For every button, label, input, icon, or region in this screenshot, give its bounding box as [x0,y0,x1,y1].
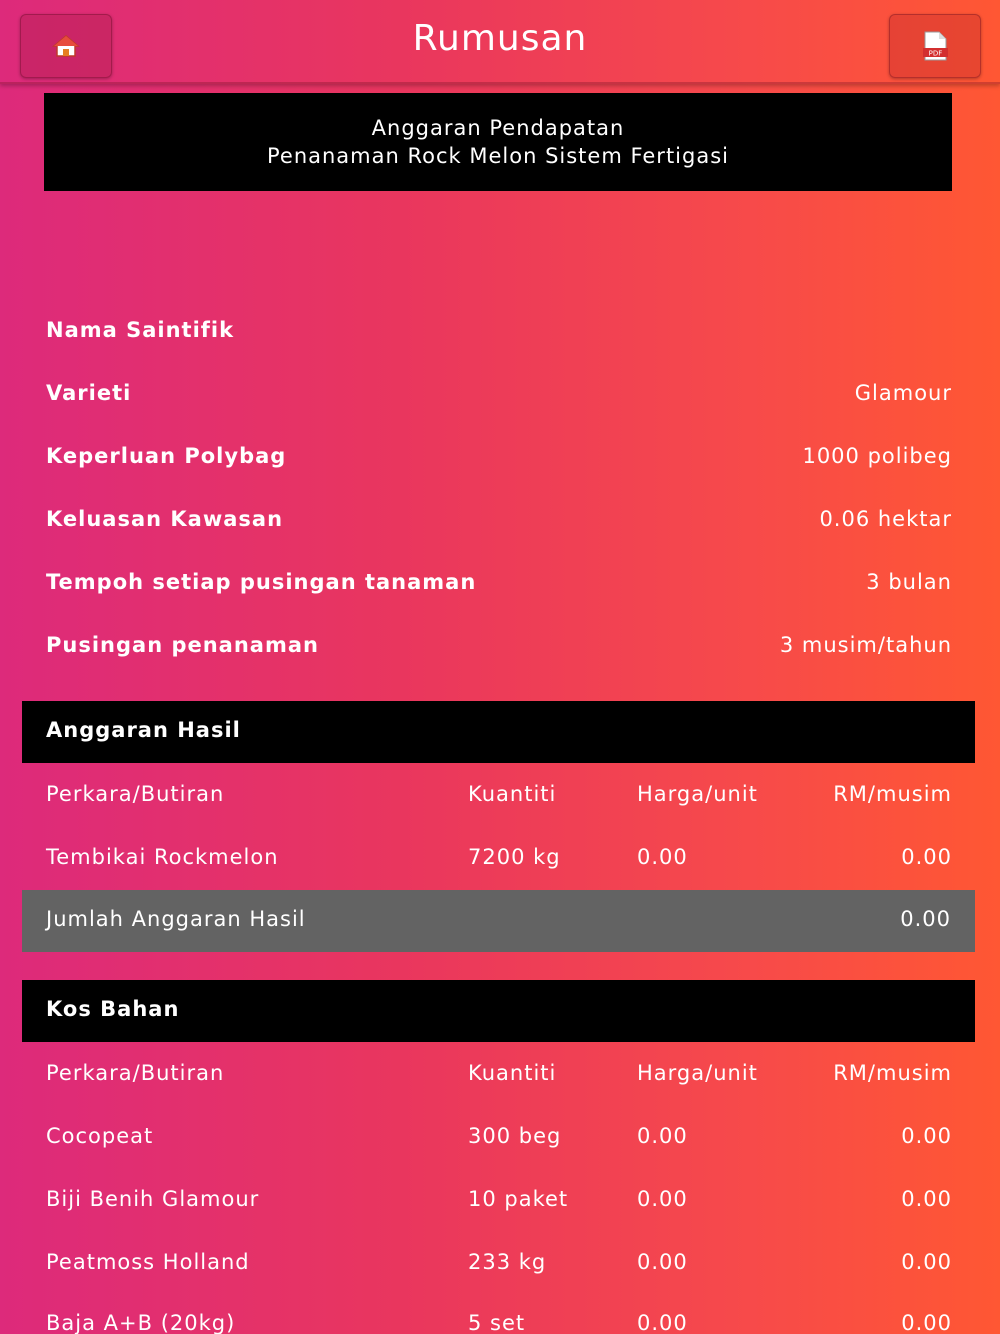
top-bar [0,0,1000,84]
info-label: Pusingan penanaman [46,633,319,657]
info-row-varieti [46,381,952,417]
info-row-tempoh [46,570,952,606]
info-row-keperluan-polybag [46,444,952,480]
cell-perkara: Biji Benih Glamour [46,1187,260,1211]
column-header-perkara: Perkara/Butiran [46,1061,225,1085]
info-label: Varieti [46,381,132,405]
cell-harga: 0.00 [637,1311,688,1334]
cell-rm: 0.00 [901,845,952,869]
cell-harga: 0.00 [637,1124,688,1148]
page-title: Rumusan [412,18,588,59]
cell-rm: 0.00 [901,1250,952,1274]
column-header-harga: Harga/unit [637,782,758,806]
section-title: Anggaran Hasil [46,718,241,742]
column-header-kuantiti: Kuantiti [468,782,557,806]
cell-perkara: Baja A+B (20kg) [46,1311,236,1334]
info-row-nama-saintifik [46,318,952,354]
column-header-kuantiti: Kuantiti [468,1061,557,1085]
info-value: 3 bulan [866,570,952,594]
info-row-keluasan-kawasan [46,507,952,543]
info-value: 0.06 hektar [819,507,952,531]
info-value: 3 musim/tahun [779,633,952,657]
cell-kuantiti: 5 set [468,1311,526,1334]
cell-harga: 0.00 [637,845,688,869]
table-row [46,845,952,885]
report-heading [44,93,952,191]
info-value: 1000 polibeg [802,444,952,468]
info-label: Nama Saintifik [46,318,235,342]
table-row [46,1187,952,1227]
column-header-rm: RM/musim [833,1061,952,1085]
heading-line-2: Penanaman Rock Melon Sistem Fertigasi [266,144,729,168]
cell-kuantiti: 300 beg [468,1124,562,1148]
column-header-harga: Harga/unit [637,1061,758,1085]
cell-kuantiti: 7200 kg [468,845,561,869]
cell-harga: 0.00 [637,1250,688,1274]
info-label: Tempoh setiap pusingan tanaman [46,570,477,594]
column-header-perkara: Perkara/Butiran [46,782,225,806]
cell-kuantiti: 233 kg [468,1250,547,1274]
table-row [46,1124,952,1164]
heading-line-1: Anggaran Pendapatan [371,116,625,140]
pdf-icon [920,31,950,61]
table-header-kos [46,1061,952,1101]
cell-perkara: Cocopeat [46,1124,154,1148]
column-header-rm: RM/musim [833,782,952,806]
table-header-hasil [46,782,952,822]
total-value: 0.00 [900,907,951,931]
table-row [46,1311,952,1334]
total-anggaran-hasil [22,890,975,952]
info-value: Glamour [854,381,952,405]
cell-rm: 0.00 [901,1311,952,1334]
cell-kuantiti: 10 paket [468,1187,569,1211]
cell-harga: 0.00 [637,1187,688,1211]
section-anggaran-hasil [22,701,975,763]
cell-perkara: Tembikai Rockmelon [46,845,279,869]
section-kos-bahan [22,980,975,1042]
svg-text:PDF: PDF [928,49,943,58]
info-label: Keluasan Kawasan [46,507,284,531]
info-row-pusingan [46,633,952,669]
cell-rm: 0.00 [901,1124,952,1148]
section-title: Kos Bahan [46,997,180,1021]
cell-rm: 0.00 [901,1187,952,1211]
cell-perkara: Peatmoss Holland [46,1250,250,1274]
total-label: Jumlah Anggaran Hasil [46,907,306,931]
table-row [46,1250,952,1290]
pdf-button[interactable] [889,14,981,78]
info-label: Keperluan Polybag [46,444,287,468]
